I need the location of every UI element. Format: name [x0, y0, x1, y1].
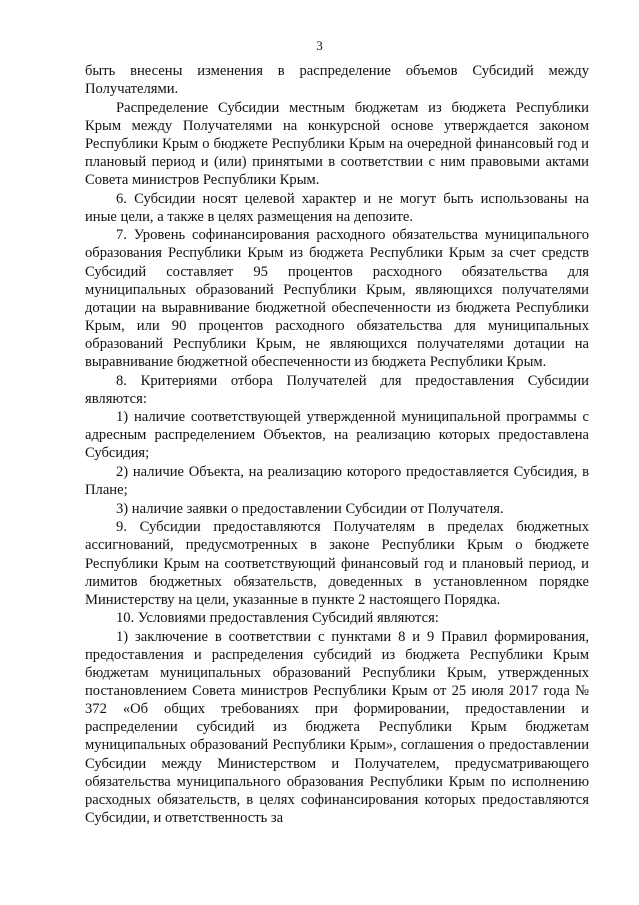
paragraph-item-8-3: 3) наличие заявки о предоставлении Субсидии от Получателя. [116, 500, 504, 517]
paragraph-item-6: 6. Субсидии носят целевой характер и не могут быть использованы на иные цели, а также в целях размещения на депозите. [85, 190, 589, 225]
paragraph-item-10-1: 1) заключение в соответствии с пунктами 8 и 9 Правил формирования, предоставления и распределения субсидий из бюджета Республики Крым бюджетам муниципальных образований Республики Крым, утвержденных постановлением Совета министров Республики Крым от 25 июля 2017 года № 372 «Об общих требованиях при формировании, предоставлении и распределении субсидий из бюджета Республики Крым бюджетам муниципальных образований Республики Крым», соглашения о предоставлении Субсидии между Министерством и Получателем, предусматривающего обязательства муниципального образования Республики Крым по исполнению расходных обязательств, в целях софинансирования которых предоставляются Субсидии, и ответственность за [85, 628, 589, 826]
document-body [85, 62, 589, 827]
paragraph-subsidy-distribution: Распределение Субсидии местным бюджетам из бюджета Республики Крым между Получателями на конкурсной основе утверждается законом Республики Крым о бюджете Республики Крым на очередной финансовый год и плановый период и (или) принятыми в соответствии с ним правовыми актами Совета министров Республики Крым. [85, 99, 589, 189]
page-number: 3 [316, 38, 323, 53]
paragraph-item-10: 10. Условиями предоставления Субсидий являются: [116, 610, 439, 627]
paragraph-item-8: 8. Критериями отбора Получателей для предоставления Субсидии являются: [85, 372, 589, 407]
paragraph-item-8-2: 2) наличие Объекта, на реализацию которого предоставляется Субсидия, в Плане; [85, 464, 589, 499]
paragraph-item-8-1: 1) наличие соответствующей утвержденной муниципальной программы с адресным распределением Объектов, на реализацию которых предоставлена Субсидия; [85, 409, 589, 462]
paragraph-continuation: быть внесены изменения в распределение объемов Субсидий между Получателями. [85, 63, 589, 98]
paragraph-item-9: 9. Субсидии предоставляются Получателям в пределах бюджетных ассигнований, предусмотренных в законе Республики Крым о бюджете Республики Крым на соответствующий финансовый год и плановый период, и лимитов бюджетных обязательств, доведенных в установленном порядке Министерству на цели, указанные в пункте 2 настоящего Порядка. [85, 519, 589, 608]
paragraph-item-7: 7. Уровень софинансирования расходного обязательства муниципального образования Республики Крым из бюджета Республики Крым за счет средств Субсидий составляет 95 процентов расходного обязательства для муниципальных образований Республики Крым, являющихся получателями дотации на выравнивание бюджетной обеспеченности из бюджета Республики Крым, или 90 процентов расходного обязательства для муниципальных образований Республики Крым, не являющихся получателями дотации на выравнивание бюджетной обеспеченности из бюджета Республики Крым. [85, 227, 589, 370]
